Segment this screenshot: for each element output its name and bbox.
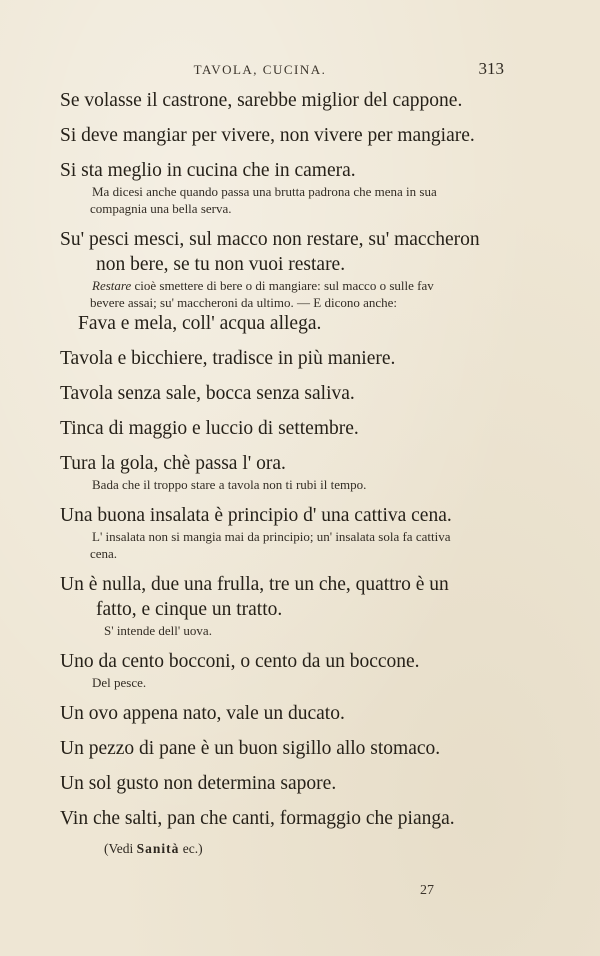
proverb-entry (60, 451, 510, 493)
running-head: TAVOLA, CUCINA. (193, 62, 327, 77)
proverb-note (60, 622, 510, 639)
proverb-note (60, 528, 510, 562)
proverb-entry (60, 158, 510, 217)
proverb-note (60, 277, 510, 311)
proverb-text: Tavola e bicchiere, tradisce in più maniere. (60, 348, 396, 369)
note-lead-term: Restare (92, 278, 132, 293)
proverb-text: Un ovo appena nato, vale un ducato. (60, 703, 345, 724)
proverb-entry (60, 416, 510, 441)
proverb-entry (60, 806, 510, 831)
proverb-text: Si deve mangiar per vivere, non vivere per mangiare. (60, 125, 475, 146)
proverb-text: Su' pesci mesci, sul macco non restare, su' maccheron (60, 229, 480, 250)
proverb-text: Una buona insalata è principio d' una cattiva cena. (60, 505, 452, 526)
proverb-entry (60, 572, 510, 639)
note-line: bevere assai; su' maccheroni da ultimo. — E dicono anche: (90, 295, 398, 310)
proverb-text: Fava e mela, coll' acqua allega. (78, 313, 322, 334)
proverb-note (60, 476, 510, 493)
proverb-entry (60, 503, 510, 562)
proverb-text: Vin che salti, pan che canti, formaggio che pianga. (60, 808, 455, 829)
cross-reference-term: Sanità (136, 841, 180, 856)
note-line: Ma dicesi anche quando passa una brutta padrona che mena in sua (92, 184, 437, 199)
proverb-entry (60, 346, 510, 371)
note-line: Bada che il troppo stare a tavola non ti rubi il tempo. (92, 477, 367, 492)
proverb-text: Tura la gola, chè passa l' ora. (60, 453, 286, 474)
proverb-entry (60, 736, 510, 761)
note-line: cioè smettere di bere o di mangiare: sul macco o sulle fav (131, 278, 434, 293)
note-line: Del pesce. (92, 675, 147, 690)
proverb-text: Si sta meglio in cucina che in camera. (60, 160, 356, 181)
page-number: 313 (478, 59, 504, 78)
proverb-note (60, 183, 510, 217)
proverb-text: Un è nulla, due una frulla, tre un che, quattro è un (60, 574, 449, 595)
proverb-entry (60, 227, 510, 336)
note-line: S' intende dell' uova. (104, 623, 212, 638)
proverb-entry (60, 771, 510, 796)
printer-signature-mark: 27 (420, 883, 434, 898)
proverb-text: Tavola senza sale, bocca senza saliva. (60, 383, 355, 404)
cross-reference: (Vedi Sanità ec.) (104, 841, 203, 856)
proverb-text-continued: non bere, se tu non vuoi restare. (96, 254, 346, 275)
note-line: compagnia una bella serva. (90, 201, 232, 216)
proverb-entry (60, 649, 510, 691)
proverb-text: Un sol gusto non determina sapore. (60, 773, 337, 794)
proverb-text: Un pezzo di pane è un buon sigillo allo stomaco. (60, 738, 441, 759)
page-header (0, 59, 600, 84)
proverb-text: Se volasse il castrone, sarebbe miglior del cappone. (60, 90, 463, 111)
proverb-entry (60, 123, 510, 148)
proverb-text: Tinca di maggio e luccio di settembre. (60, 418, 359, 439)
proverb-note (60, 674, 510, 691)
proverb-text: Uno da cento bocconi, o cento da un boccone. (60, 651, 420, 672)
note-line: L' insalata non si mangia mai da principio; un' insalata sola fa cattiva (92, 529, 451, 544)
note-line: cena. (90, 546, 118, 561)
proverb-entry (60, 701, 510, 726)
proverb-entry (60, 381, 510, 406)
proverb-entry (60, 88, 510, 113)
proverb-list (60, 88, 510, 857)
proverb-text-continued: fatto, e cinque un tratto. (96, 599, 283, 620)
